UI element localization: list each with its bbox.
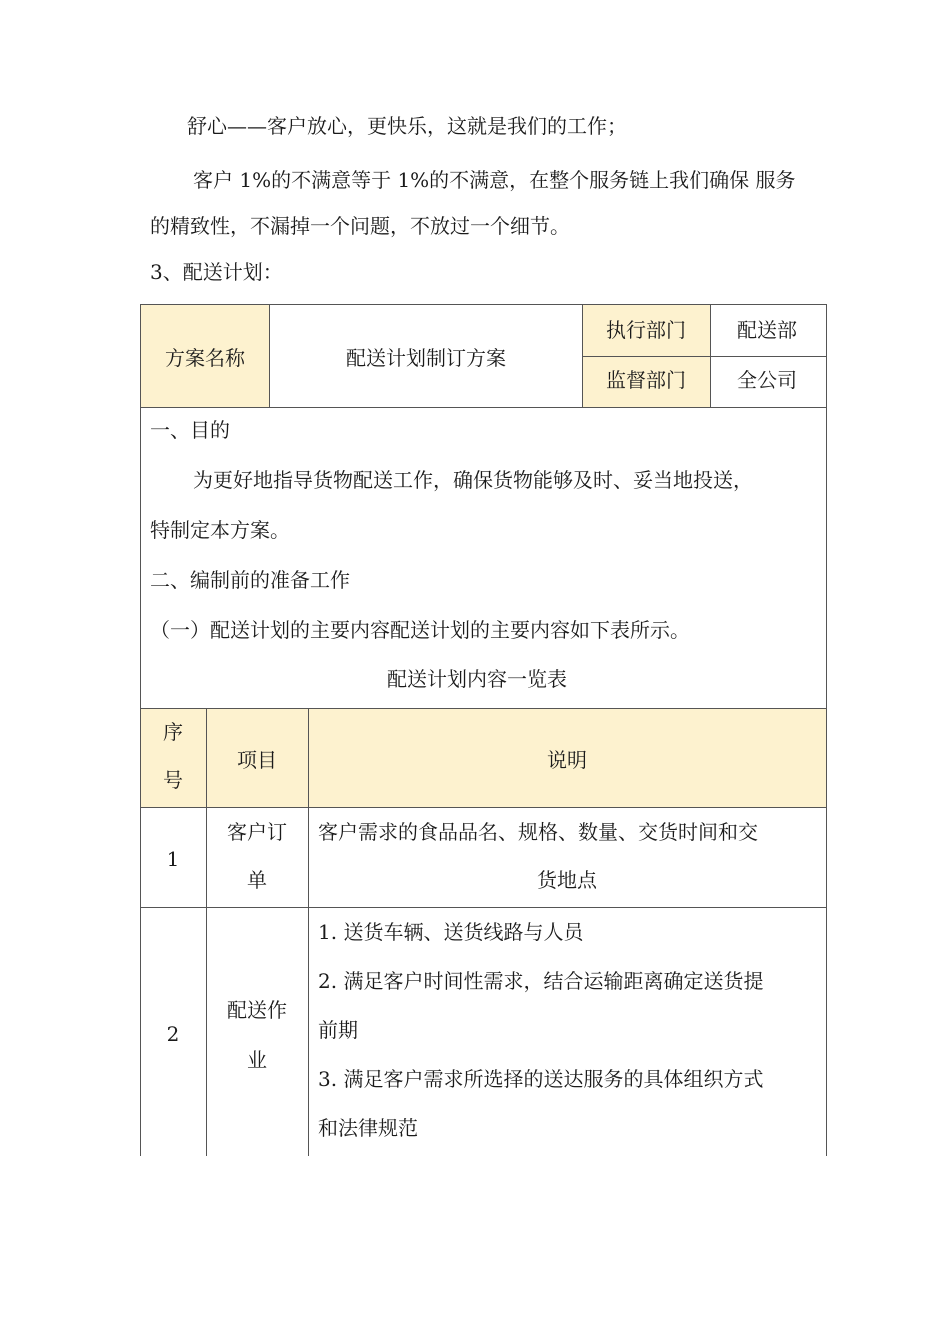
row-2-desc-2a: 2. 满足客户时间性需求，结合运输距离确定送货提 [318, 969, 764, 993]
intro-line-2a: 客户 1%的不满意等于 1%的不满意，在整个服务链上我们确保 服务 [193, 168, 796, 192]
row-2-desc-3b: 和法律规范 [318, 1116, 418, 1140]
table-border [269, 304, 270, 408]
table-border [140, 708, 827, 709]
header-desc: 说明 [547, 748, 587, 772]
table-border [206, 708, 207, 1156]
header-no-b: 号 [163, 768, 183, 792]
row-2-desc-3a: 3. 满足客户需求所选择的送达服务的具体组织方式 [318, 1067, 764, 1091]
table-caption: 配送计划内容一览表 [387, 667, 567, 691]
table-border [140, 304, 827, 305]
plan-name-value: 配送计划制订方案 [346, 346, 506, 370]
row-1-no: 1 [166, 847, 180, 871]
table-border [140, 807, 827, 808]
plan-super-label: 监督部门 [606, 368, 686, 392]
table-border [140, 907, 827, 908]
table-border [710, 304, 711, 408]
header-no-a: 序 [163, 720, 183, 744]
header-item: 项目 [237, 748, 277, 772]
section-2-title: 二、编制前的准备工作 [150, 568, 350, 592]
frame-right-border [826, 304, 827, 1156]
intro-line-2b: 的精致性，不漏掉一个问题，不放过一个细节。 [150, 214, 570, 238]
section-heading: 3、配送计划： [150, 260, 283, 284]
section-1-text-b: 特制定本方案。 [150, 518, 290, 542]
plan-exec-value: 配送部 [737, 318, 797, 342]
row-1-desc-b: 货地点 [537, 868, 597, 892]
row-2-item-b: 业 [247, 1048, 267, 1072]
table-border [583, 356, 827, 357]
row-1-item-a: 客户订 [227, 820, 287, 844]
row-2-desc-2b: 前期 [318, 1018, 358, 1042]
row-1-item-b: 单 [247, 868, 267, 892]
plan-name-label: 方案名称 [165, 346, 245, 370]
row-2-item-a: 配送作 [227, 998, 287, 1022]
row-2-desc-1: 1. 送货车辆、送货线路与人员 [318, 920, 584, 944]
section-1-text-a: 为更好地指导货物配送工作，确保货物能够及时、妥当地投送， [193, 468, 753, 492]
intro-line-1: 舒心——客户放心，更快乐，这就是我们的工作； [187, 114, 627, 138]
table-border [582, 304, 583, 408]
plan-exec-label: 执行部门 [606, 318, 686, 342]
section-2-subtitle: （一）配送计划的主要内容配送计划的主要内容如下表所示。 [150, 618, 690, 642]
section-1-title: 一、目的 [150, 418, 230, 442]
row-2-no: 2 [166, 1022, 180, 1046]
row-1-desc-a: 客户需求的食品品名、规格、数量、交货时间和交 [318, 820, 758, 844]
table-border [308, 708, 309, 1156]
plan-super-value: 全公司 [737, 368, 797, 392]
table-border [140, 407, 827, 408]
